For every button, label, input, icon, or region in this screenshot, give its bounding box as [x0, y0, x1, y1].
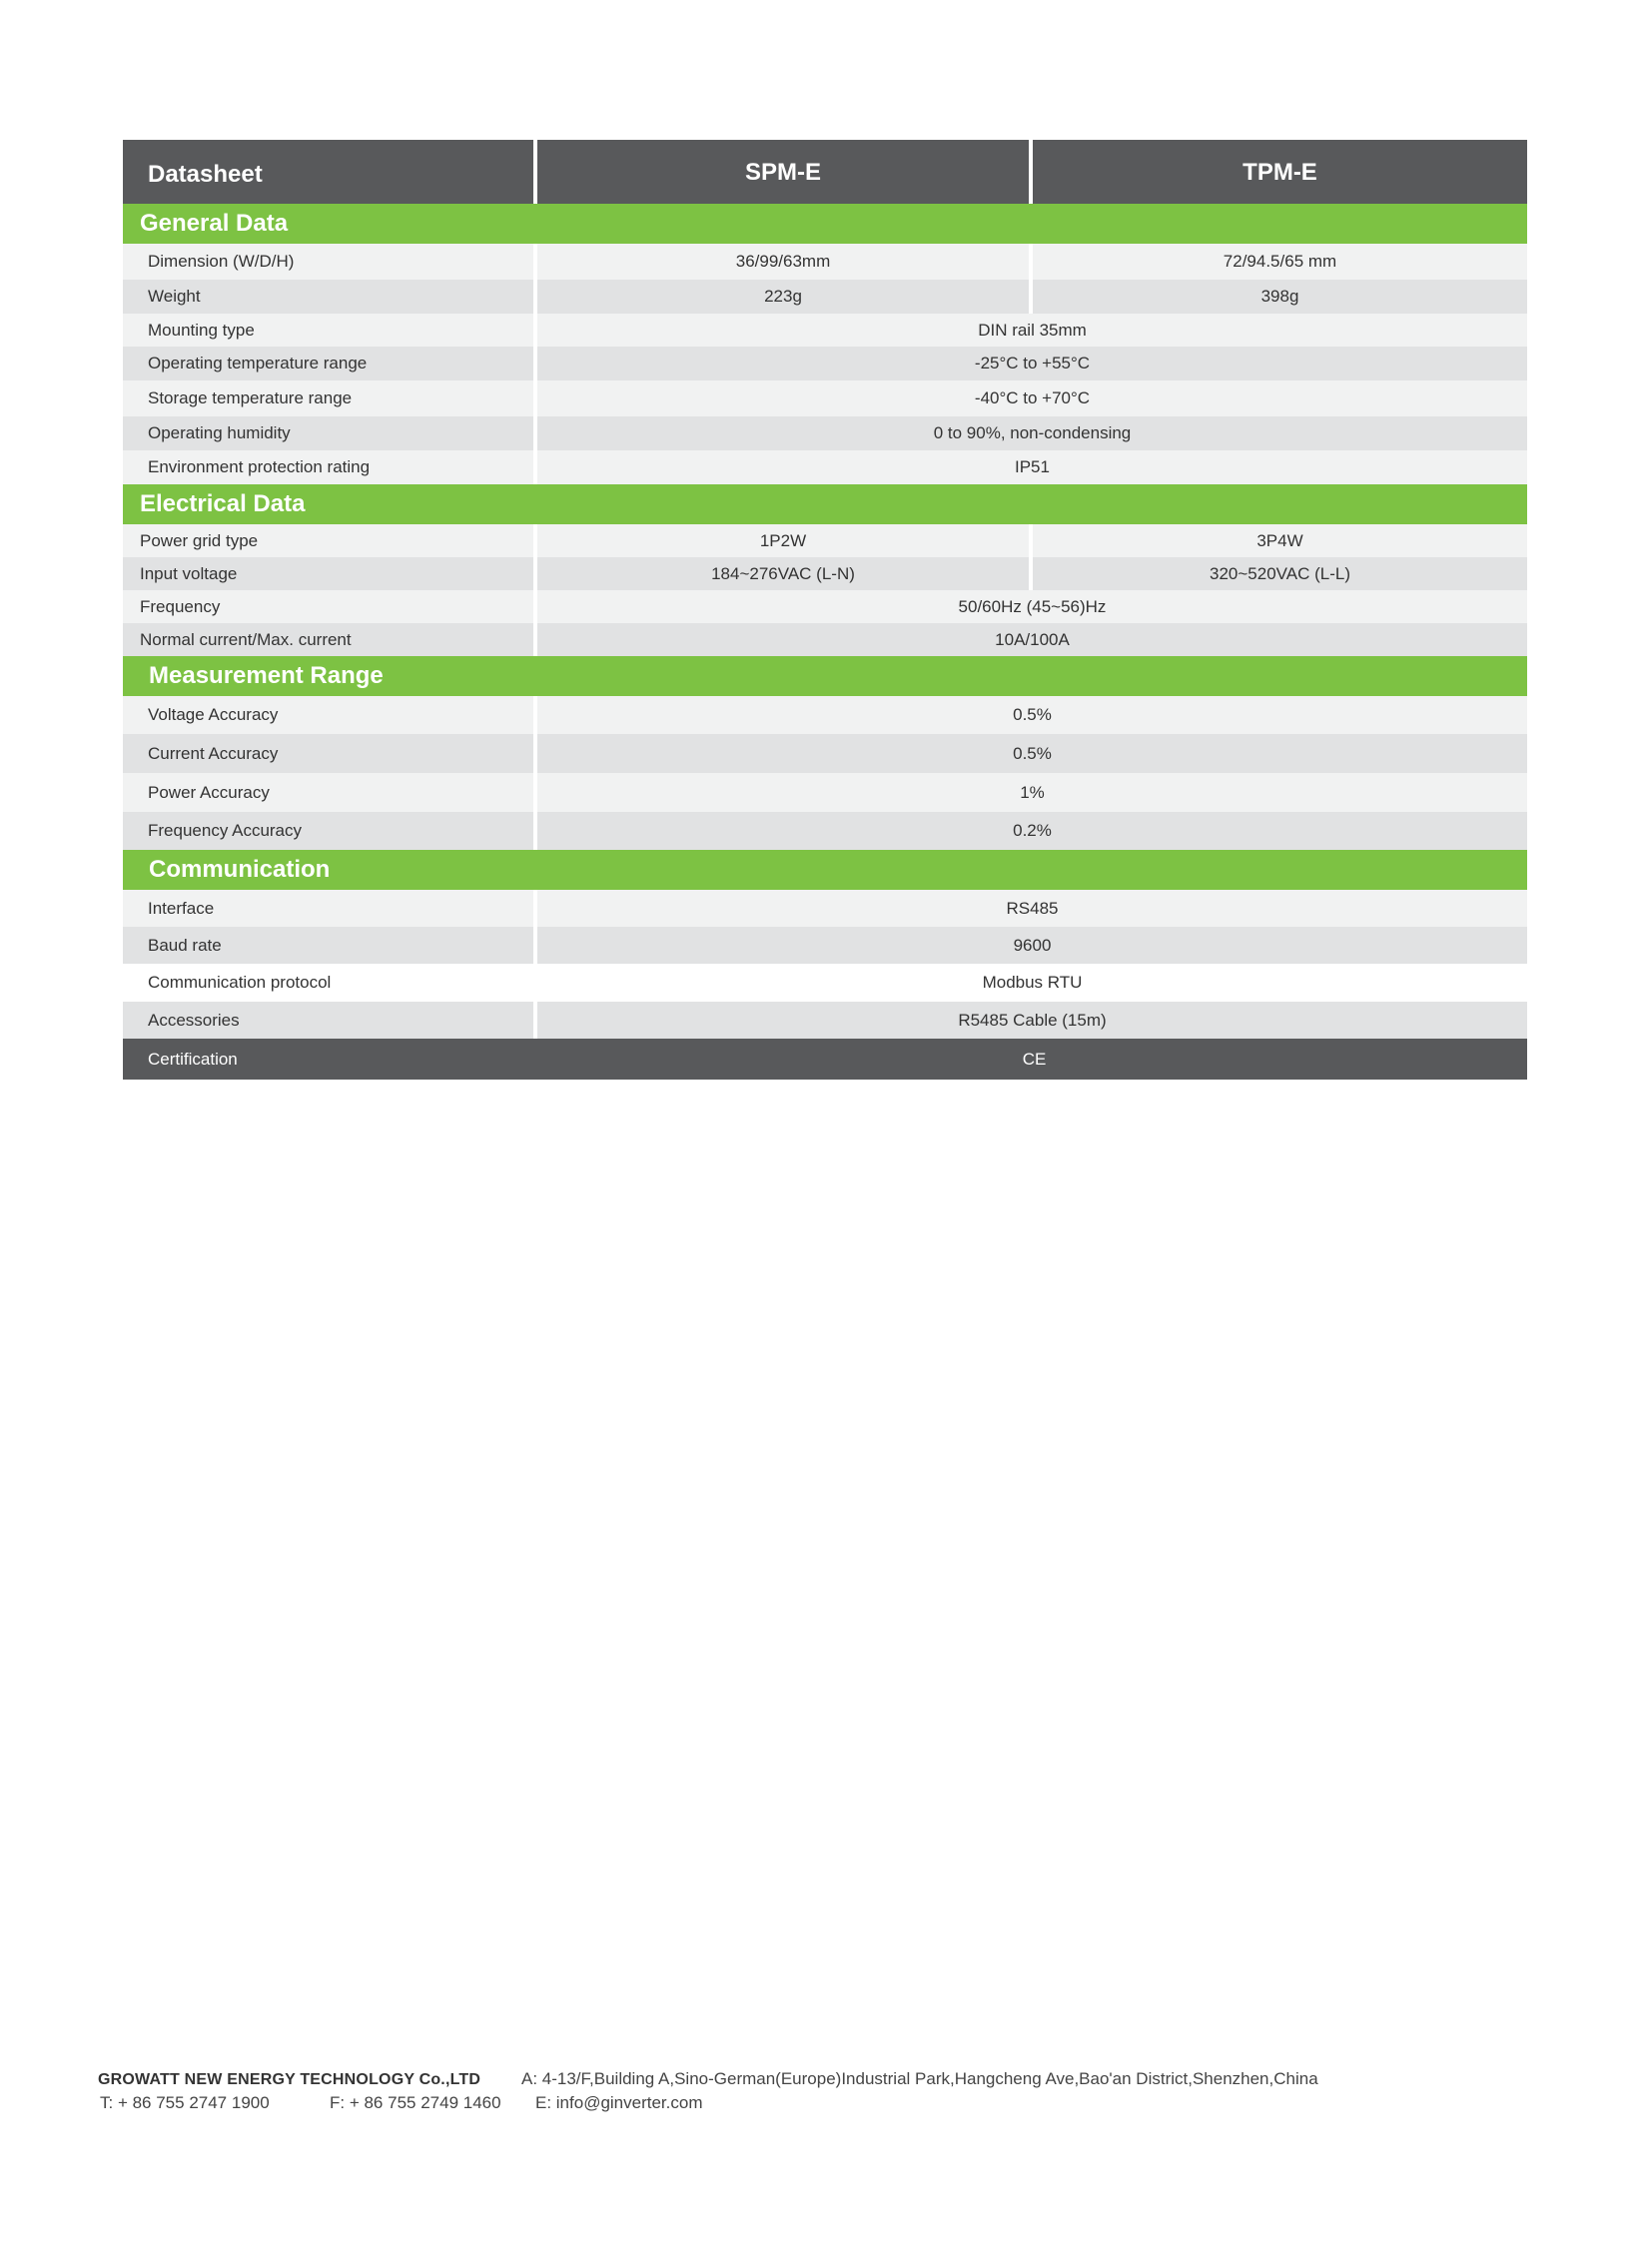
- row-value-shared: Modbus RTU: [982, 973, 1083, 992]
- header-model-spm-label: SPM-E: [744, 159, 821, 186]
- table-row: [123, 812, 1527, 850]
- row-value-spm: 1P2W: [537, 524, 1033, 557]
- row-label: Baud rate: [123, 927, 537, 964]
- header-datasheet-label: Datasheet: [148, 161, 263, 188]
- row-value-shared: 9600: [1013, 935, 1052, 955]
- table-row: [123, 890, 1527, 927]
- table-row: [123, 557, 1527, 590]
- row-label: Voltage Accuracy: [123, 696, 537, 734]
- footer-line-1: [98, 2069, 1556, 2093]
- table-row: [123, 380, 1527, 416]
- row-value-shared: 10A/100A: [995, 629, 1070, 649]
- row-label: Accessories: [123, 1002, 537, 1039]
- row-label: Current Accuracy: [123, 734, 537, 773]
- row-label: Frequency: [123, 590, 537, 623]
- row-label: Power grid type: [123, 524, 537, 557]
- table-row: [123, 1002, 1527, 1039]
- row-label: Input voltage: [123, 557, 537, 590]
- footer-phone: T: + 86 755 2747 1900: [100, 2093, 270, 2112]
- section-electrical: Electrical Data: [123, 484, 1527, 524]
- row-value-shared: 1%: [1020, 782, 1045, 802]
- row-label: Communication protocol: [123, 964, 537, 1002]
- footer-line-2: [98, 2093, 1556, 2117]
- row-value-tpm: 72/94.5/65 mm: [1223, 252, 1337, 271]
- datasheet-table: [123, 140, 1527, 1080]
- section-measurement: Measurement Range: [123, 656, 1527, 696]
- row-value-spm: 36/99/63mm: [537, 244, 1033, 280]
- table-row: [123, 590, 1527, 623]
- row-label: Normal current/Max. current: [123, 623, 537, 656]
- table-row: [123, 734, 1527, 773]
- row-label: Dimension (W/D/H): [123, 244, 537, 280]
- row-value-spm: 223g: [537, 280, 1033, 314]
- table-row: [123, 450, 1527, 484]
- table-row: [123, 623, 1527, 656]
- table-row: [123, 773, 1527, 812]
- row-value-shared: 0.5%: [1013, 705, 1052, 724]
- row-label: Mounting type: [123, 314, 537, 347]
- row-value-shared: -40°C to +70°C: [974, 388, 1091, 407]
- row-value-shared: RS485: [1006, 898, 1059, 918]
- row-label: Environment protection rating: [123, 450, 537, 484]
- page-footer: [98, 2069, 1556, 2117]
- row-value-tpm: 320~520VAC (L-L): [1210, 563, 1350, 583]
- table-row: [123, 347, 1527, 380]
- row-label: Frequency Accuracy: [123, 812, 537, 850]
- row-value-shared: R5485 Cable (15m): [958, 1010, 1107, 1030]
- row-label: Interface: [123, 890, 537, 927]
- header-model-tpm: [1033, 140, 1527, 204]
- row-value-shared: 0 to 90%, non-condensing: [933, 423, 1132, 442]
- row-value-shared: -25°C to +55°C: [974, 354, 1091, 373]
- table-row: [123, 416, 1527, 450]
- row-value-shared: CE: [1022, 1049, 1047, 1069]
- table-row: [123, 696, 1527, 734]
- row-label: Power Accuracy: [123, 773, 537, 812]
- table-row: [123, 524, 1527, 557]
- row-value-shared: DIN rail 35mm: [978, 320, 1087, 340]
- row-value-shared: IP51: [1015, 457, 1050, 476]
- row-label: Storage temperature range: [123, 380, 537, 416]
- row-value-shared: 0.5%: [1013, 743, 1052, 763]
- row-label: Weight: [123, 280, 537, 314]
- table-row: [123, 244, 1527, 280]
- table-row-certification: [123, 1039, 1527, 1080]
- table-row: [123, 964, 1527, 1002]
- row-value-tpm: 3P4W: [1256, 530, 1303, 550]
- row-label: Certification: [148, 1049, 238, 1069]
- row-value-tpm: 398g: [1260, 287, 1299, 306]
- header-datasheet: [123, 140, 537, 204]
- table-row: [123, 314, 1527, 347]
- footer-fax: F: + 86 755 2749 1460: [330, 2093, 501, 2112]
- header-model-spm: [537, 140, 1033, 204]
- row-label: Operating humidity: [123, 416, 537, 450]
- table-row: [123, 927, 1527, 964]
- table-header: [123, 140, 1527, 204]
- row-label: Operating temperature range: [123, 347, 537, 380]
- footer-address: A: 4-13/F,Building A,Sino-German(Europe)Industrial Park,Hangcheng Ave,Bao'an District,Shenzhen,China: [521, 2069, 1318, 2088]
- row-value-shared: 50/60Hz (45~56)Hz: [958, 596, 1107, 616]
- table-row: [123, 280, 1527, 314]
- section-general: General Data: [123, 204, 1527, 244]
- footer-email: E: info@ginverter.com: [535, 2093, 703, 2112]
- section-communication: Communication: [123, 850, 1527, 890]
- header-model-tpm-label: TPM-E: [1242, 159, 1317, 186]
- row-value-spm: 184~276VAC (L-N): [537, 557, 1033, 590]
- footer-company: GROWATT NEW ENERGY TECHNOLOGY Co.,LTD: [98, 2071, 481, 2088]
- row-value-shared: 0.2%: [1013, 821, 1052, 840]
